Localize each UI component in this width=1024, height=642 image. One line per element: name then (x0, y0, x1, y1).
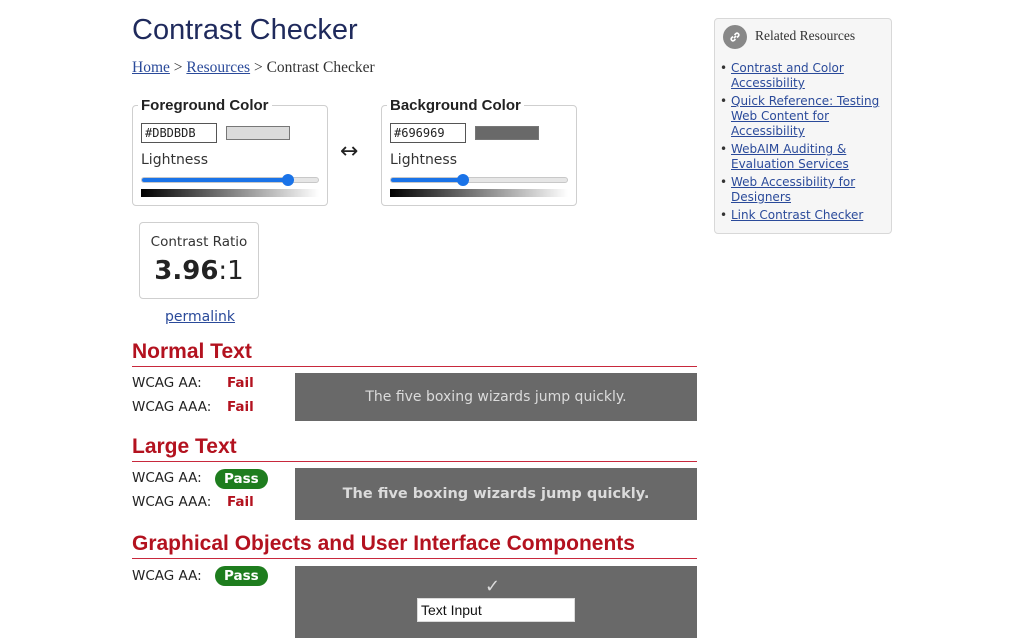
list-item (719, 142, 889, 172)
background-lightness-label: Lightness (390, 152, 458, 168)
link-icon (723, 25, 747, 49)
background-color-swatch[interactable] (475, 126, 539, 140)
list-item (719, 61, 889, 91)
large-aa-label: WCAG AA: (132, 470, 202, 486)
list-item (719, 94, 889, 139)
related-resources-panel (714, 18, 892, 234)
permalink-link[interactable]: permalink (165, 309, 235, 325)
contrast-ratio-panel (139, 222, 259, 299)
related-link[interactable]: Web Accessibility for Designers (731, 175, 856, 204)
background-lightness-gradient (390, 189, 568, 197)
gui-sample (295, 566, 697, 638)
large-aa-result: Pass (215, 469, 268, 489)
foreground-color-panel (132, 97, 328, 206)
related-link[interactable]: Contrast and Color Accessibility (731, 61, 844, 90)
related-resources-title: Related Resources (755, 28, 856, 43)
background-lightness-slider[interactable] (390, 177, 568, 183)
large-text-sample: The five boxing wizards jump quickly. (295, 468, 697, 520)
breadcrumb-separator: > (173, 59, 183, 76)
checkmark-icon: ✓ (485, 576, 501, 597)
contrast-ratio-number: 3.96 (154, 256, 219, 286)
foreground-color-swatch[interactable] (226, 126, 290, 140)
background-hex-input[interactable] (390, 123, 466, 143)
swap-colors-icon[interactable]: ↔ (340, 139, 359, 164)
normal-aaa-result: Fail (227, 399, 254, 415)
breadcrumb-separator: > (253, 59, 263, 76)
normal-aa-result: Fail (227, 375, 254, 391)
gui-aa-label: WCAG AA: (132, 568, 202, 584)
foreground-slider-thumb[interactable] (282, 174, 294, 186)
normal-aa-label: WCAG AA: (132, 375, 202, 391)
list-item (719, 175, 889, 205)
large-aaa-result: Fail (227, 494, 254, 510)
contrast-ratio-value (140, 256, 258, 286)
foreground-lightness-gradient (141, 189, 319, 197)
foreground-color-legend: Foreground Color (138, 97, 272, 114)
background-slider-thumb[interactable] (457, 174, 469, 186)
foreground-hex-input[interactable] (141, 123, 217, 143)
normal-text-heading: Normal Text (132, 340, 697, 367)
related-link[interactable]: WebAIM Auditing & Evaluation Services (731, 142, 849, 171)
background-slider-fill (391, 178, 463, 182)
contrast-ratio-label: Contrast Ratio (150, 234, 248, 250)
foreground-lightness-slider[interactable] (141, 177, 319, 183)
normal-text-sample: The five boxing wizards jump quickly. (295, 373, 697, 421)
background-color-panel (381, 97, 577, 206)
foreground-lightness-label: Lightness (141, 152, 209, 168)
foreground-slider-fill (142, 178, 288, 182)
gui-components-heading: Graphical Objects and User Interface Components (132, 532, 697, 559)
contrast-ratio-suffix: :1 (218, 256, 244, 286)
sample-text-input[interactable]: Text Input (417, 598, 575, 622)
background-color-legend: Background Color (387, 97, 524, 114)
breadcrumb-resources-link[interactable]: Resources (186, 59, 251, 76)
large-text-heading: Large Text (132, 435, 697, 462)
large-aaa-label: WCAG AAA: (132, 494, 212, 510)
breadcrumb-current: Contrast Checker (266, 59, 375, 76)
breadcrumb (132, 59, 375, 77)
related-resources-list (719, 61, 889, 226)
list-item (719, 208, 889, 223)
normal-aaa-label: WCAG AAA: (132, 399, 212, 415)
related-link[interactable]: Link Contrast Checker (731, 208, 864, 222)
gui-aa-result: Pass (215, 566, 268, 586)
page-title: Contrast Checker (132, 14, 358, 46)
related-link[interactable]: Quick Reference: Testing Web Content for Accessibility (731, 94, 880, 138)
breadcrumb-home-link[interactable]: Home (132, 59, 170, 76)
